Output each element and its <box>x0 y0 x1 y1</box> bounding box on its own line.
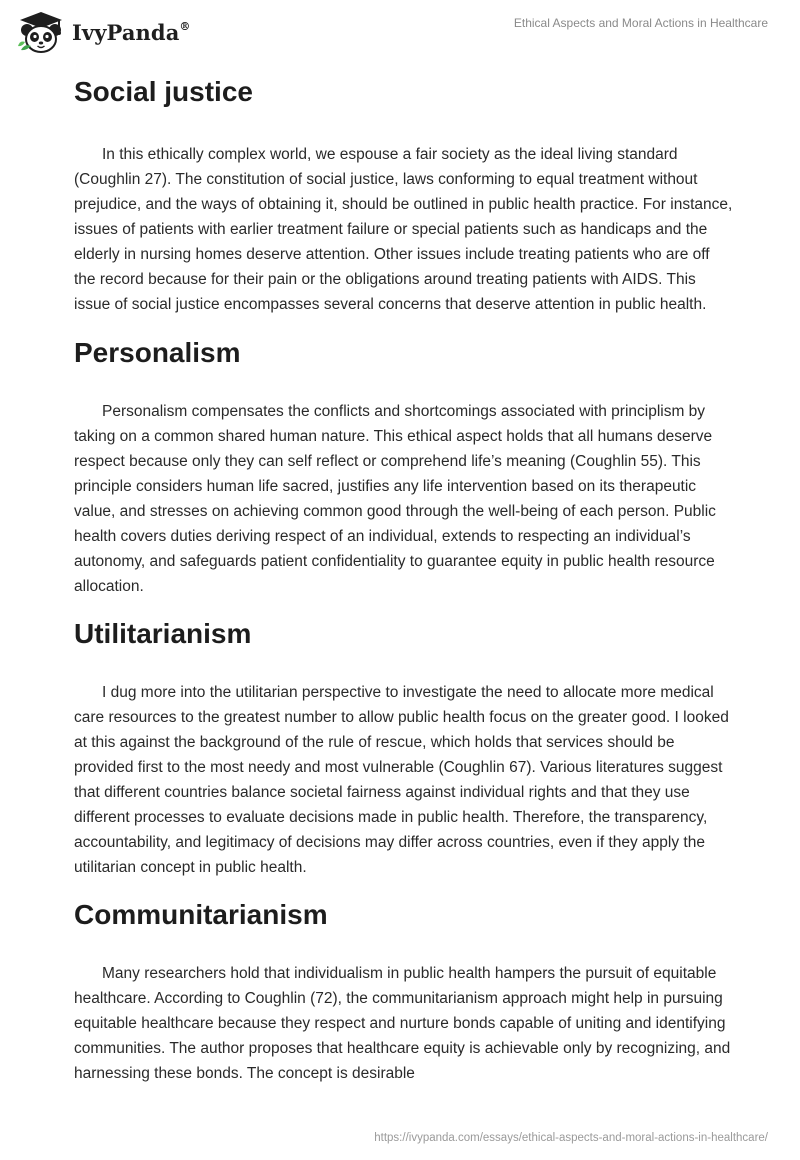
section-paragraph: Personalism compensates the conflicts and shortcomings associated with principlism by taking on a common shared human nature. This ethical aspect holds that all humans deserve respect because only they can self reflect or comprehend life’s meaning (Coughlin 55). This principle considers human life sacred, justifies any life intervention based on its therapeutic value, and stresses on achieving common good through the well-being of each person. Public health covers duties deriving respect of an individual, extends to respecting an individual’s autonomy, and safeguards patient confidentiality to guarantee equity in public health resource allocation. <box>74 403 716 595</box>
trademark-symbol: ® <box>179 19 191 33</box>
section-heading: Social justice <box>74 76 253 107</box>
ivypanda-logo[interactable] <box>16 10 191 54</box>
section-heading: Utilitarianism <box>74 618 252 649</box>
section-social-justice <box>74 72 734 317</box>
panda-graduate-icon <box>16 10 66 54</box>
section-communitarianism <box>74 895 734 1086</box>
source-url[interactable]: https://ivypanda.com/essays/ethical-aspects-and-moral-actions-in-healthcare/ <box>374 1132 768 1144</box>
document-title: Ethical Aspects and Moral Actions in Healthcare <box>513 16 768 30</box>
brand-name <box>72 20 191 45</box>
brand-name-text: IvyPanda <box>72 19 180 45</box>
section-heading: Personalism <box>74 337 241 368</box>
section-paragraph: Many researchers hold that individualism in public health hampers the pursuit of equitable healthcare. According to Coughlin (72), the communitarianism approach might help in pursuing equitable healthcare because they respect and nurture bonds capable of uniting and identifying communities. The author proposes that healthcare equity is achievable only by recognizing, and harnessing these bonds. The concept is desirable <box>74 965 731 1082</box>
essay-body <box>74 72 734 1086</box>
section-utilitarianism <box>74 614 734 880</box>
section-paragraph: I dug more into the utilitarian perspective to investigate the need to allocate more medical care resources to the greatest number to allow public health focus on the greater good. I looked at this against the background of the rule of rescue, which holds that services should be provided first to the most needy and most vulnerable (Coughlin 67). Various literatures suggest that different countries balance societal fairness against individual rights and that they use different processes to evaluate decisions made in public health. Therefore, the transparency, accountability, and legitimacy of decisions may differ across countries, even if they apply the utilitarian concept in public health. <box>74 684 729 876</box>
section-personalism <box>74 333 734 599</box>
section-heading: Communitarianism <box>74 899 328 930</box>
section-paragraph: In this ethically complex world, we espouse a fair society as the ideal living standard (Coughlin 27). The constitution of social justice, laws conforming to equal treatment without prejudice, and the ways of obtaining it, should be outlined in public health practice. For instance, issues of patients with earlier treatment failure or special patients such as handicaps and the elderly in nursing homes deserve attention. Other issues include treating patients who are off the record because for their pain or the obligations around treating patients with AIDS. This issue of social justice encompasses several concerns that deserve attention in public health. <box>74 146 733 313</box>
page-header <box>0 0 800 64</box>
